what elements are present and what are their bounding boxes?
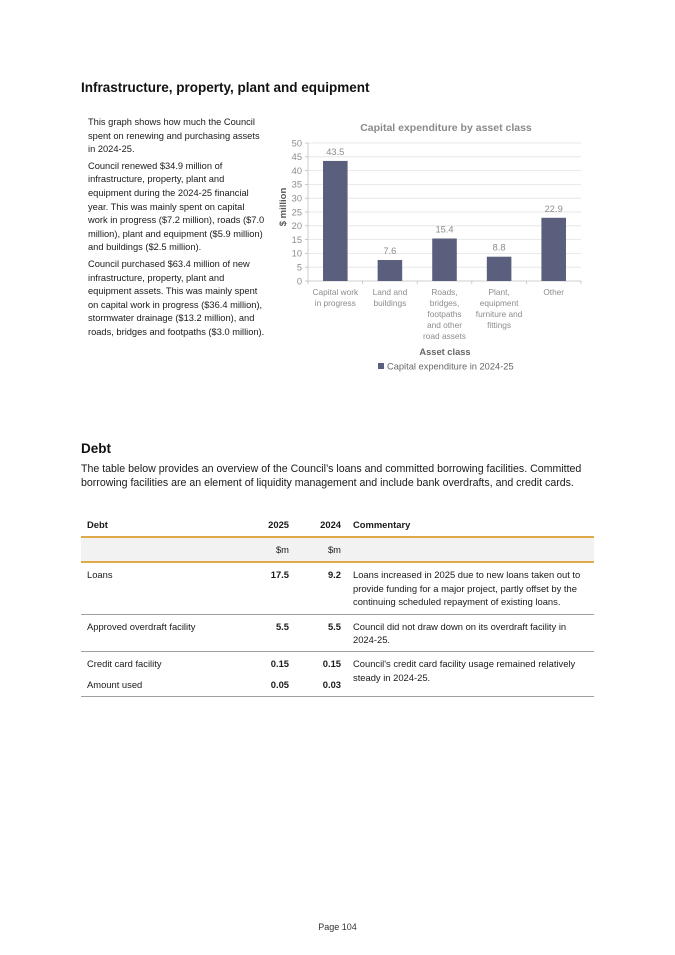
header-commentary: Commentary: [347, 515, 594, 537]
y-tick-label: 45: [291, 152, 302, 163]
data-label: 15.4: [435, 224, 454, 235]
x-tick-label: Plant, equipment furniture and fittings: [475, 287, 523, 330]
row-label-group: [81, 652, 243, 697]
row-commentary: Loans increased in 2025 due to new loans taken out to provide funding for a major project, partly offset by the continuing scheduled repayment of existing loans.: [347, 562, 594, 614]
y-tick-label: 35: [291, 179, 302, 190]
table-row-credit-card: [81, 652, 594, 697]
x-tick-label: Capital work in progress: [312, 287, 359, 308]
value-2024: 0.15: [322, 658, 341, 670]
value-2024: 9.2: [295, 562, 347, 614]
value-2025: 5.5: [243, 614, 295, 652]
y-tick-label: 40: [291, 165, 302, 176]
units-empty: [347, 537, 594, 562]
row-label: Credit card facility: [87, 658, 162, 670]
chart-title: Capital expenditure by asset class: [360, 122, 532, 134]
y-tick-label: 0: [296, 276, 302, 287]
page-number: Page 104: [318, 922, 357, 932]
y-tick-label: 50: [291, 138, 302, 149]
units-row: [81, 537, 594, 562]
y-tick-label: 25: [291, 207, 302, 218]
chart-legend: [378, 362, 514, 372]
ppe-paragraph: Council renewed $34.9 million of infrastructure, property, plant and equipment during the 2024-25 financial year. This was mainly spent on capital work in progress ($7.2 million), roads ($7.0 million), plant and equipment ($5.9 million) and buildings ($2.5 million).: [88, 160, 265, 253]
section-heading-debt: Debt: [81, 441, 111, 456]
capital-expenditure-chart: [268, 116, 588, 378]
x-tick-label: Roads, bridges, footpaths and other road assets: [423, 287, 466, 341]
value-2024: 5.5: [295, 614, 347, 652]
x-tick-label: Other: [543, 287, 565, 297]
ppe-paragraph: This graph shows how much the Council spent on renewing and purchasing assets in 2024-25.: [88, 117, 260, 155]
bar: [487, 257, 512, 281]
value-2025: 0.05: [270, 678, 289, 690]
data-label: 22.9: [544, 203, 563, 214]
row-commentary: Council's credit card facility usage remained relatively steady in 2024-25.: [347, 652, 594, 697]
y-tick-label: 20: [291, 221, 302, 232]
y-axis-title: $ million: [278, 187, 289, 227]
section-heading-ppe: Infrastructure, property, plant and equipment: [81, 80, 370, 95]
row-label: Amount used: [87, 678, 143, 690]
row-label: Loans: [81, 562, 243, 614]
x-tick-label: Land and buildings: [372, 287, 408, 308]
value-2025: 17.5: [243, 562, 295, 614]
x-axis-title: Asset class: [419, 347, 471, 357]
ppe-paragraph: Council purchased $63.4 million of new infrastructure, property, plant and equipment assets. This was mainly spent on capital work in progress ($36.4 million), stormwater drainage ($13.2 million), and roads, bridges and footpaths ($3.0 million).: [88, 258, 265, 337]
debt-intro-text: The table below provides an overview of the Council’s loans and committed borrowing facilities. Committed borrowing facilities are an element of liquidity management and include bank overdrafts, and credit cards.: [81, 463, 582, 490]
bar: [541, 218, 566, 281]
y-tick-label: 10: [291, 248, 302, 259]
row-label: Approved overdraft facility: [81, 614, 243, 652]
value-2024-group: [295, 652, 347, 697]
data-label: 7.6: [383, 246, 397, 257]
header-2025: 2025: [243, 515, 295, 537]
y-tick-label: 15: [291, 234, 302, 245]
bar: [323, 161, 348, 281]
header-2024: 2024: [295, 515, 347, 537]
y-tick-label: 30: [291, 193, 302, 204]
row-commentary: Council did not draw down on its overdraft facility in 2024-25.: [347, 614, 594, 652]
bar: [432, 238, 457, 281]
value-2024: 0.03: [322, 678, 341, 690]
ppe-description: [88, 116, 266, 343]
units-2024: $m: [295, 537, 347, 562]
data-label: 43.5: [326, 146, 345, 157]
table-row-overdraft: [81, 614, 594, 652]
table-header-row: [81, 515, 594, 537]
legend-swatch: [378, 363, 384, 369]
table-row-loans: [81, 562, 594, 614]
value-2025: 0.15: [270, 658, 289, 670]
legend-label: Capital expenditure in 2024-25: [387, 361, 514, 372]
value-2025-group: [243, 652, 295, 697]
data-label: 8.8: [492, 242, 506, 253]
debt-table: [81, 515, 594, 697]
units-empty: [81, 537, 243, 562]
units-2025: $m: [243, 537, 295, 562]
header-debt: Debt: [81, 515, 243, 537]
y-tick-label: 5: [296, 262, 302, 273]
bar: [378, 260, 403, 281]
